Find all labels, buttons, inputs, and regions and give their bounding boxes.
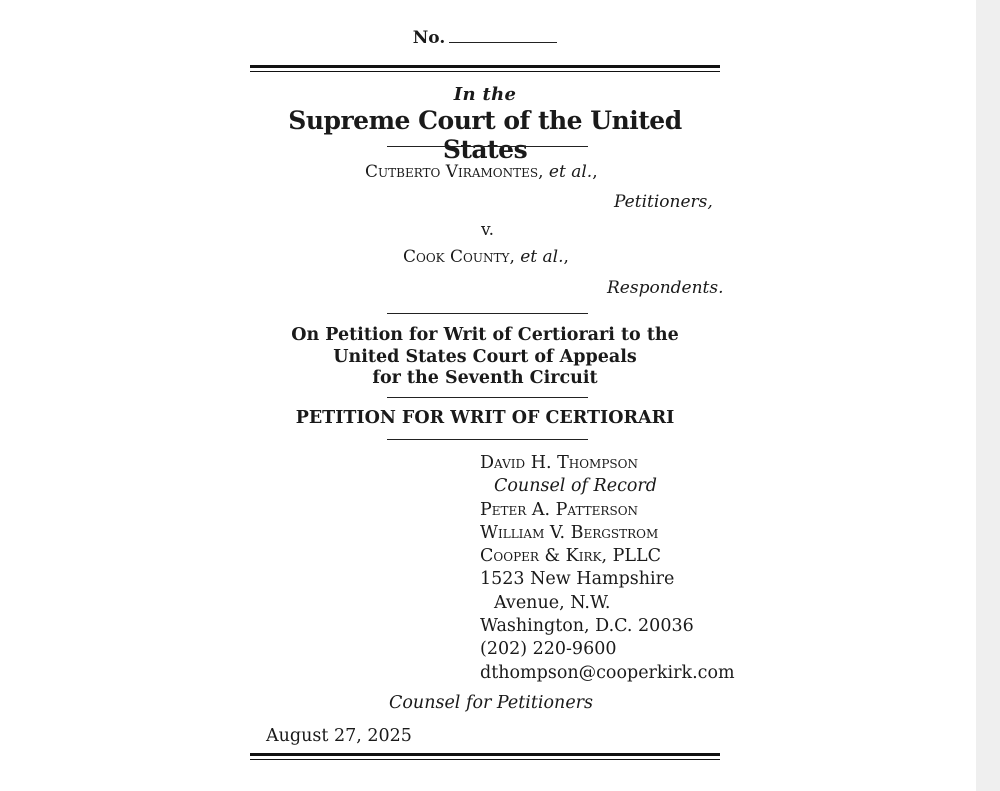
counsel-line: Counsel of Record	[494, 476, 657, 497]
respondent-role-line: Respondents.	[607, 278, 724, 298]
counsel-line: Peter A. Patterson	[480, 499, 639, 520]
petition-on-block	[250, 325, 720, 390]
counsel-line: William V. Bergstrom	[480, 522, 659, 543]
viewer-side-strip	[976, 0, 1000, 791]
filing-date: August 27, 2025	[266, 726, 412, 746]
respondent-line: Cook County, et al.,	[403, 247, 569, 267]
petition-on-line1: On Petition for Writ of Certiorari to the	[291, 325, 679, 345]
petition-on-line2: United States Court of Appeals	[333, 346, 637, 367]
document-title: PETITION FOR WRIT OF CERTIORARI	[295, 408, 675, 428]
counsel-line: David H. Thompson	[480, 453, 638, 473]
versus: v.	[481, 220, 494, 240]
docket-blank	[449, 28, 557, 43]
caption-in-the: In the	[453, 84, 517, 105]
counsel-line: Cooper & Kirk, PLLC	[480, 546, 661, 567]
counsel-line: Avenue, N.W.	[494, 592, 611, 613]
rule-before-title	[387, 397, 588, 398]
petitioner-name: Cutberto Viramontes	[365, 162, 539, 182]
counsel-for: Counsel for Petitioners	[389, 693, 594, 713]
counsel-email: dthompson@cooperkirk.com	[480, 662, 735, 683]
petitioner-role: Petitioners	[614, 192, 708, 212]
petitioner-role-line: Petitioners,	[614, 192, 713, 212]
bottom-double-rule	[250, 753, 720, 756]
rule-after-court	[387, 146, 588, 147]
docket-number	[250, 28, 720, 48]
counsel-line: 1523 New Hampshire	[480, 569, 675, 590]
top-double-rule	[250, 65, 720, 68]
counsel-block	[480, 452, 735, 685]
petitioner-etal: et al.	[548, 162, 593, 182]
rule-after-title	[387, 439, 588, 440]
counsel-line: Washington, D.C. 20036	[480, 616, 694, 637]
petitioner-line: Cutberto Viramontes, et al.,	[365, 162, 598, 182]
petition-on-line3: for the Seventh Circuit	[372, 368, 598, 388]
respondent-role: Respondents	[607, 278, 719, 298]
counsel-line: (202) 220-9600	[480, 639, 617, 660]
docket-label: No.	[412, 28, 446, 48]
court-name: Supreme Court of the United States	[288, 106, 682, 164]
rule-after-parties	[387, 313, 588, 314]
respondent-etal: et al.	[520, 247, 564, 267]
respondent-name: Cook County	[403, 247, 510, 267]
